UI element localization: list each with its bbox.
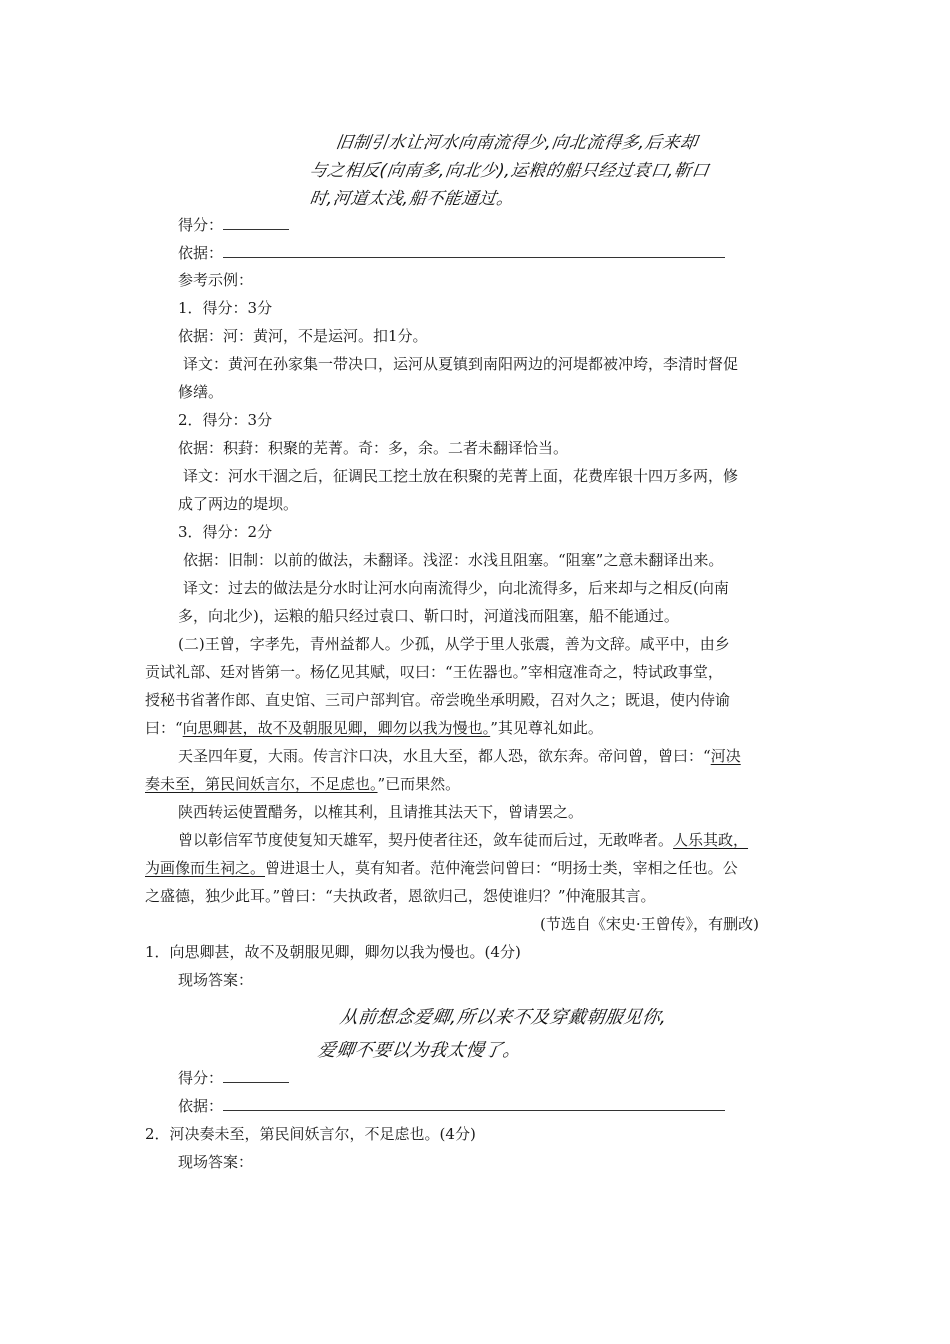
passage-text: 曾进退士人，莫有知者。范仲淹尝问曾曰：“明扬士类，宰相之任也。公 bbox=[265, 859, 738, 877]
basis-blank bbox=[223, 1096, 725, 1111]
underlined-sentence: 奏未至，第民间妖言尔，不足虑也。 bbox=[145, 775, 378, 793]
example3-score: 3．得分：2分 bbox=[178, 523, 273, 541]
score-label: 得分： bbox=[178, 1069, 224, 1087]
example2-translation: 译文：河水干涸之后，征调民工挖土放在积聚的芜菁上面，花费库银十四万多两，修 bbox=[183, 467, 739, 485]
underlined-sentence: 为画像而生祠之。 bbox=[145, 859, 266, 877]
underlined-sentence: 河决 bbox=[710, 747, 741, 765]
passage-line bbox=[145, 774, 460, 794]
passage-line: 陕西转运使置醋务，以榷其利，且请推其法天下，曾请罢之。 bbox=[178, 803, 584, 821]
score-blank bbox=[223, 215, 289, 230]
passage-line bbox=[178, 830, 748, 850]
example1-translation: 译文：黄河在孙家集一带决口，运河从夏镇到南阳两边的河堤都被冲垮，李清时督促 bbox=[183, 355, 739, 373]
example3-translation: 多，向北少)，运粮的船只经过袁口、靳口时，河道浅而阻塞，船不能通过。 bbox=[178, 607, 679, 625]
question-2: 2．河决奏未至，第民间妖言尔，不足虑也。(4分) bbox=[145, 1125, 476, 1143]
basis-label: 依据： bbox=[178, 1097, 224, 1115]
passage-line bbox=[145, 858, 738, 878]
example1-translation: 修缮。 bbox=[178, 383, 224, 401]
answer-label: 现场答案： bbox=[178, 971, 254, 989]
passage-line: 授秘书省著作郎、直史馆、三司户部判官。帝尝晚坐承明殿，召对久之；既退，使内侍谕 bbox=[145, 691, 731, 709]
example2-score: 2．得分：3分 bbox=[178, 411, 273, 429]
passage-line bbox=[178, 746, 741, 766]
passage-line: 之盛德，独少此耳。”曾曰：“夫执政者，恩欲归己，怨使谁归？”仲淹服其言。 bbox=[145, 887, 656, 905]
basis-row bbox=[178, 243, 725, 263]
passage-text: ”其见尊礼如此。 bbox=[490, 719, 603, 737]
passage-text: 天圣四年夏，大雨。传言汴口决，水且大至，都人恐，欲东奔。帝问曾，曾曰：“ bbox=[178, 747, 711, 765]
example1-basis: 依据：河：黄河，不是运河。扣1分。 bbox=[178, 327, 428, 345]
passage-text: 曰：“ bbox=[145, 719, 183, 737]
example3-translation: 译文：过去的做法是分水时让河水向南流得少，向北流得多，后来却与之相反(向南 bbox=[183, 579, 729, 597]
underlined-sentence: 向思卿甚，故不及朝服见卿，卿勿以我为慢也。 bbox=[182, 719, 491, 737]
handwritten-answer-line: 爱卿不要以为我太慢了。 bbox=[316, 1040, 523, 1061]
question-1: 1．向思卿甚，故不及朝服见卿，卿勿以我为慢也。(4分) bbox=[145, 943, 521, 961]
basis-row bbox=[178, 1096, 725, 1116]
passage-line: 贡试礼部、廷对皆第一。杨亿见其赋，叹曰：“王佐器也。”宰相寇准奇之，特试政事堂， bbox=[145, 663, 723, 681]
handwritten-answer-line: 与之相反(向南多,向北少),运粮的船只经过袁口,靳口 bbox=[308, 161, 711, 181]
basis-label: 依据： bbox=[178, 244, 224, 262]
example3-basis: 依据：旧制：以前的做法，未翻译。浅涩：水浅且阻塞。“阻塞”之意未翻译出来。 bbox=[183, 551, 724, 569]
example2-translation: 成了两边的堤坝。 bbox=[178, 495, 299, 513]
handwritten-answer-line: 旧制引水让河水向南流得少,向北流得多,后来却 bbox=[334, 133, 699, 153]
handwritten-answer-line: 从前想念爱卿,所以来不及穿戴朝服见你, bbox=[338, 1007, 669, 1028]
passage-source: (节选自《宋史·王曾传》，有删改) bbox=[540, 915, 759, 933]
example1-score: 1．得分：3分 bbox=[178, 299, 273, 317]
score-row bbox=[178, 1068, 289, 1088]
example2-basis: 依据：积葑：积聚的芜菁。奇：多，余。二者未翻译恰当。 bbox=[178, 439, 569, 457]
underlined-sentence: 人乐其政， bbox=[673, 831, 749, 849]
answer-label: 现场答案： bbox=[178, 1153, 254, 1171]
passage-text: 曾以彰信军节度使复知天雄军，契丹使者往还，敛车徒而后过，无敢哗者。 bbox=[178, 831, 674, 849]
passage-text: ”已而果然。 bbox=[377, 775, 461, 793]
passage-line: (二)王曾，字孝先，青州益都人。少孤，从学于里人张震，善为文辞。咸平中，由乡 bbox=[178, 635, 730, 653]
score-label: 得分： bbox=[178, 216, 224, 234]
reference-heading: 参考示例： bbox=[178, 271, 254, 289]
basis-blank bbox=[223, 243, 725, 258]
passage-line bbox=[145, 718, 603, 738]
score-blank bbox=[223, 1068, 289, 1083]
score-row bbox=[178, 215, 289, 235]
handwritten-answer-line: 时,河道太浅,船不能通过。 bbox=[308, 189, 516, 209]
